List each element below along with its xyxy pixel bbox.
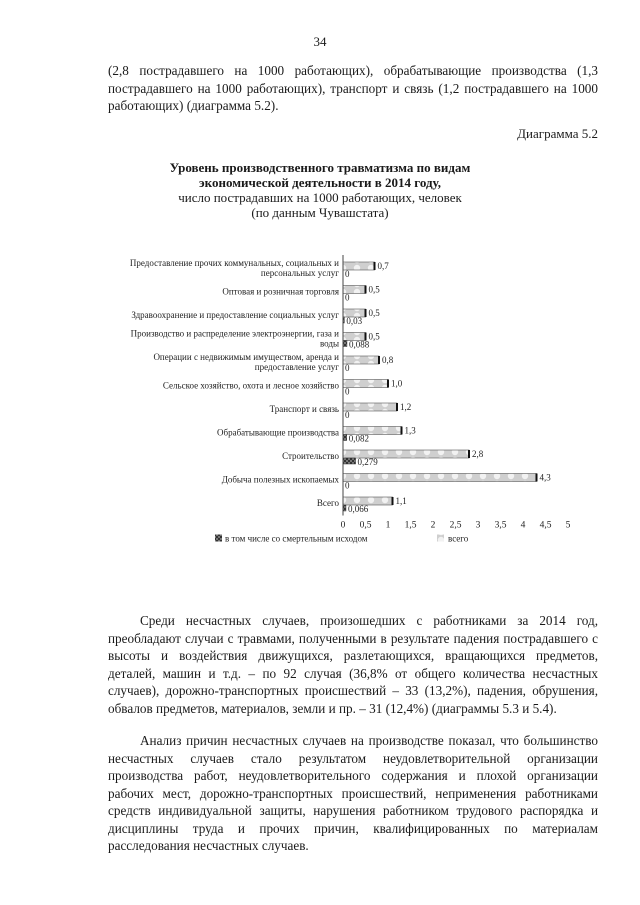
x-tick-label: 0 <box>340 520 346 531</box>
data-label-total: 4,3 <box>539 472 551 483</box>
category-label: Предоставление прочих коммунальных, социальных и <box>129 258 339 268</box>
category-label: Операции с недвижимым имуществом, аренда и <box>153 352 339 362</box>
x-tick-label: 3,5 <box>494 520 507 531</box>
category-label: Оптовая и розничная торговля <box>222 286 339 297</box>
legend-label-total: всего <box>448 533 469 544</box>
bar-total <box>343 380 388 388</box>
x-tick-label: 1,5 <box>404 520 417 531</box>
category-label: воды <box>319 338 339 349</box>
legend-label-fatal: в том числе со смертельным исходом <box>225 533 368 544</box>
data-label-fatal: 0,082 <box>348 433 369 444</box>
category-label: Строительство <box>282 451 339 461</box>
category-label: Добыча полезных ископаемых <box>221 474 339 485</box>
x-tick-label: 1 <box>385 520 391 531</box>
page-number: 34 <box>313 34 327 49</box>
bar-fatal <box>343 341 347 347</box>
data-label-fatal: 0 <box>345 386 350 397</box>
legend-swatch-total <box>437 535 444 542</box>
chart-title-line-2: экономической деятельности в 2014 году, <box>199 175 441 190</box>
data-label-fatal: 0,279 <box>357 457 378 467</box>
chart-title-line-1: Уровень производственного травматизма по видам <box>169 160 471 175</box>
category-label: Здравоохранение и предоставление социальных услуг <box>131 310 339 320</box>
data-label-fatal: 0,066 <box>347 504 369 514</box>
diagram-label: Диаграмма 5.2 <box>517 126 598 141</box>
intro-paragraph: (2,8 пострадавшего на 1000 работающих), обрабатывающие производства (1,3 пострадавшего на 1000 работающих), транспорт и связь (1,2 пострадавшего на 1000 работающих) (диаграмма 5.2). <box>108 63 598 113</box>
chart-subtitle-line-2: (по данным Чувашстата) <box>251 205 389 220</box>
data-label-total: 1,3 <box>404 425 416 436</box>
category-label: Производство и распределение электроэнергии, газа и <box>130 328 339 339</box>
causes-paragraph: Анализ причин несчастных случаев на производстве показал, что большинство несчастных случаев стало результатом неудовлетворительной организации производства работ, неудовлетворительного содержания и плохой организации рабочих мест, дорожно-транспортных происшествий, неприменения работниками средств индивидуальной защиты, нарушения работником трудового распорядка и дисциплины труда и прочих причин, квалифицированных по материалам расследования несчастных случаев. <box>108 733 598 853</box>
x-tick-label: 2,5 <box>449 520 462 531</box>
data-label-total: 1,2 <box>400 402 412 412</box>
bar-total <box>343 403 397 411</box>
legend-swatch-fatal <box>215 535 222 542</box>
chart-subtitle-line-1: число пострадавших на 1000 работающих, человек <box>178 190 462 205</box>
category-label: Всего <box>316 498 339 508</box>
data-label-total: 1,1 <box>395 496 407 506</box>
bar-fatal <box>343 435 347 441</box>
data-label-total: 0,5 <box>368 284 380 295</box>
category-label: Транспорт и связь <box>269 404 339 414</box>
data-label-total: 0,5 <box>368 308 380 318</box>
x-tick-label: 0,5 <box>359 520 372 531</box>
accidents-paragraph: Среди несчастных случаев, произошедших с работниками за 2014 год, преобладают случаи с травмами, полученными в результате падения пострадавшего с высоты и воздействия движущихся, разлетающихся, вращающихся предметов, деталей, машин и т.д. – по 92 случая (36,8% от общего количества несчастных случаев), дорожно-транспортных происшествий – 33 (13,2%), падения, обрушения, обвалов предметов, материалов, земли и пр. – 31 (12,4%) (диаграммы 5.3 и 5.4). <box>108 613 598 716</box>
data-label-fatal: 0 <box>345 480 350 491</box>
data-label-total: 2,8 <box>472 449 484 459</box>
data-label-fatal: 0 <box>345 363 350 373</box>
x-tick-label: 4 <box>520 520 526 531</box>
category-label: Сельское хозяйство, охота и лесное хозяйство <box>162 380 339 391</box>
x-tick-label: 3 <box>475 520 481 531</box>
category-label: Обрабатывающие производства <box>217 427 339 438</box>
x-tick-label: 4,5 <box>539 520 552 531</box>
data-label-fatal: 0 <box>345 292 350 303</box>
data-label-fatal: 0,03 <box>346 316 363 326</box>
x-tick-label: 2 <box>430 520 436 531</box>
category-label: персональных услуг <box>260 268 339 278</box>
category-label: предоставление услуг <box>254 362 339 372</box>
x-tick-label: 5 <box>565 520 571 531</box>
data-label-total: 1,0 <box>391 378 403 389</box>
data-label-fatal: 0,088 <box>348 339 370 350</box>
data-label-fatal: 0 <box>345 269 350 279</box>
data-label-total: 0,5 <box>368 331 380 342</box>
data-label-total: 0,8 <box>382 355 394 365</box>
bar-total <box>343 474 537 482</box>
data-label-total: 0,7 <box>377 261 389 271</box>
data-label-fatal: 0 <box>345 410 350 420</box>
bar-fatal <box>343 458 356 464</box>
